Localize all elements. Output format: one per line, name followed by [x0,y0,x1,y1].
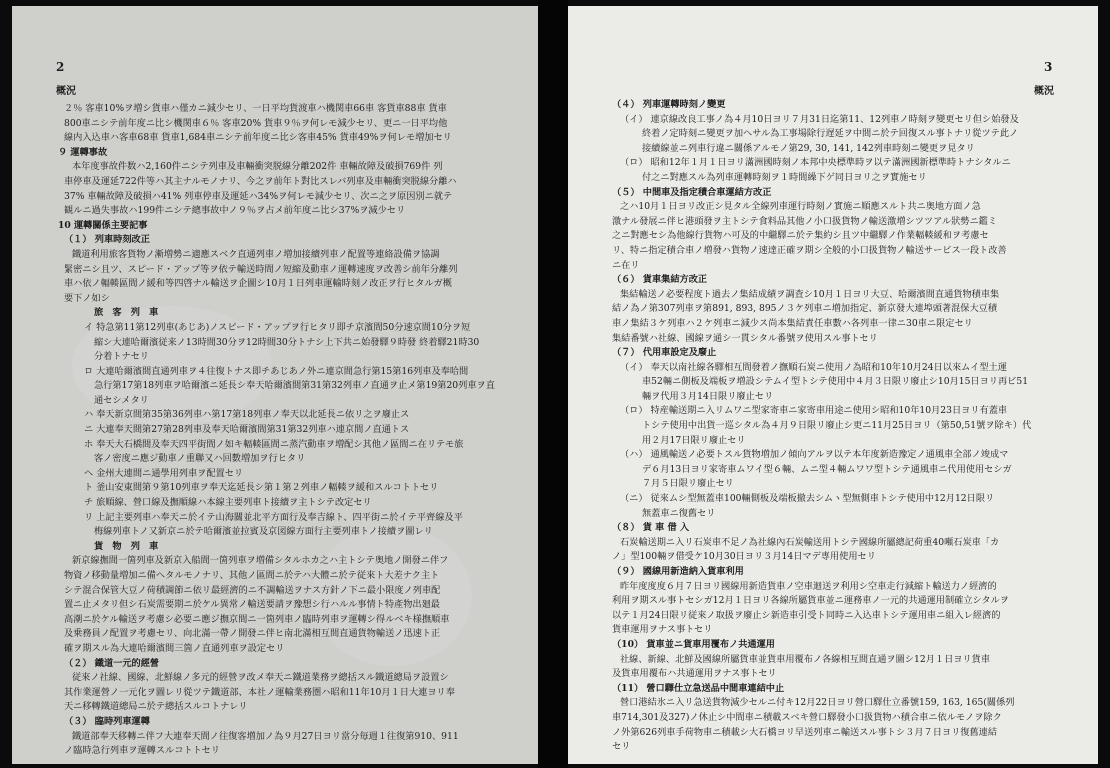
text-line: リ 上記主要列車ハ奉天ニ於イテ山海關並北平方面行及奉吉線ト、四平街ニ於イテ平齊線及平 [84,511,463,523]
text-line: ２％ 客車10%ヲ増シ貨車ハ僅カニ減少セリ、一日平均貨渡車ハ機関車66車 客貨車88車 貨車 [64,103,447,114]
page-number: 3 [1044,60,1053,74]
text-line: 及貨車用覆布ハ共通運用ヲナス事トセリ [612,668,777,680]
text-line: 確ヲ期スル為大連哈爾濱間三箇ノ直通列車ヲ設定セリ [64,642,285,654]
page-number: 2 [56,60,65,74]
text-line: ロ 大連哈爾濱間直通列車ヲ４往復トナス即チあじあノ外ニ連京間急行第15第16列車及奉哈間 [84,365,469,377]
text-line: 車停車及運延722件等ハ其主ナルモノナリ、今之ヲ前年ト對比スレバ列車及車輛衝突脱線分離ハ [64,175,457,187]
text-line: 其作業運營ノ一元化ヲ圖レリ從ツテ鐵道部、本社ノ運輸業務圏ハ昭和11年10月１日大連ヨリ奉 [64,686,455,698]
text-line: （イ） 連京線改良工事ノ為４月10日ヨリ７月31日迄第11、12列車ノ時刻ヲ變更セリ但シ始發及 [620,113,1019,125]
text-line: （６） 貨車集結方改正 [612,274,708,286]
text-line: 之ハ10月１日ヨリ改正シ見タル全線列車運行時刻ノ實施ニ順應スルト共ニ奥地方面ノ急 [620,201,981,213]
text-line: 集結番號ハ社線、國線ヲ通シ一貫シタル番號ヲ使用スル事トセリ [612,332,878,344]
text-line: 要下ノ如シ [64,292,110,304]
text-line: 置ニ止メタリ但シ石炭需要期ニ於ケル異常ノ輸送要請ヲ豫想シ行ハルル事情ト特產物出廻最 [64,599,440,611]
text-line: 貨車運用ヲナス事トセリ [612,624,713,636]
text-line: シテ混合保管大豆ノ荷積調節ニ依リ最經濟的ニ不調輸送ヲナス方針ノ下ニ最小限度ノ列車配 [64,584,441,596]
running-head: 概況 [1034,86,1054,97]
text-line: ヘ 金州大連間ニ通學用列車ヲ配置セリ [84,467,244,479]
text-line: 車ノ集結３ケ列車ハ２ケ列車ニ減少ス尚本集結責任車數ハ各列車一律ニ30車ニ限定セリ [612,317,973,329]
text-column [606,98,1076,755]
text-line: 37% 車輛故障及破損ハ41% 列車停車及運延ハ34%ヲ何レモ減少セリ、次ニ之ヲ原因別ニ就テ [64,190,453,202]
left-page [12,6,538,764]
text-column [58,102,526,759]
text-line: ニ在リ [612,259,640,271]
text-line: 社線、新線、北鮮及國線所屬貨車並貨車用覆布ノ各線相互間直通ヲ圖シ12月１日ヨリ貨車 [620,653,991,665]
text-line: イ 特急第11第12列車(あじあ)ノスピード・アップヲ行ヒタリ即チ京濱間50分速京間10分ヲ短 [84,321,471,333]
text-line: （５） 中間車及指定積合車運結方改正 [612,186,772,198]
text-line: 客ノ密度ニ應ジ動車ノ重聯又ハ回數増加ヲ行ヒタリ [94,453,306,465]
text-line: ホ 奉天大石橋間及奉天四平街間ノ如キ輻輳區間ニ蒸汽動車ヲ増配シ其他ノ區間ニ在リテモ旅 [84,438,464,450]
text-line: （２） 鐵道一元的經營 [64,657,160,669]
text-line: 本年度事故件数ハ2,160件ニシテ列車及車輛衝突脱線分離202件 車輛故障及破損769件 列 [72,161,443,173]
text-line: チ 旅順線、營口線及撫順線ハ本線主要列車ト接續ヲ主トシテ改定セリ [84,497,372,509]
text-line: 縮シ大連哈爾濱従来ノ13時間30分ヲ12時間30分トナシ上下共ニ始發驛９時發 終着驛21時30 [94,336,480,348]
text-line: ノ外第626列車手荷物車ニ積載シ大石橋ヨリ早送列車ニ輸送スル事トシ３月７日ヨリ復舊連結 [612,726,998,738]
text-line: 貨 物 列 車 [94,540,162,552]
text-line: （３） 臨時列車運轉 [64,715,150,727]
text-line: 800車ニシテ前年度ニ比シ機関車６％ 客車20% 貨車９％ヲ何レモ減少セリ、更ニ一日平均他 [64,117,448,129]
text-line: （ハ） 通風輸送ノ必要トスル貨物増加ノ傾向アルヲ以テ本年度新造豫定ノ通風車全部ノ竣成マ [620,449,1009,461]
text-line: ニ 大連奉天間第27第28列車及奉天哈爾濱間第31第32列車ハ連京間ノ直通トス [84,424,410,436]
text-line: 物資ノ移動量増加ニ備ヘタルモノナリ、其他ノ區間ニ於テハ大體ニ於テ従來ト大差ナク主ト [64,570,440,581]
text-line: （７） 代用車設定及廢止 [612,347,717,359]
text-line: ７月５日限リ廢止セリ [642,478,734,490]
text-line: 線内入込車ハ客車68車 貨車1,684車ニシテ前年度ニ比シ客車45% 貨車49%ヲ何レモ増加セリ [64,132,452,144]
text-line: 結ノ為ノ第307列車ヲ第891, 893, 895ノ３ケ列車ニ増加指定、新京發大連埠頭著混保大豆積 [612,303,998,315]
text-line: 無蓋車ニ復舊セリ [642,507,716,519]
text-line: 用２月17日限リ廢止セリ [642,434,746,446]
text-line: （８） 貨 車 借 入 [612,522,690,534]
text-line: ハ 奉天新京間第35第36列車ハ第17第18列車ノ奉天以北延長ニ依リ之ヲ廢止ス [84,409,410,421]
text-line: ９ 運轉事故 [58,146,108,158]
text-line: （ロ） 特産輸送期ニ入リムワニ型家寄車ニ家寄車用途ニ使用シ昭和10年10月23日ヨリ有蓋車 [620,405,1008,417]
text-line: 鐵道利用旅客貨物ノ漸増勢ニ適應スベク直通列車ノ増加接續列車ノ配置等連絡設備ヲ協調 [72,248,440,260]
book-gutter [538,0,568,768]
text-line: 昨年度度度６月７日ヨリ國線用新造貨車ノ空車迴送ヲ利用シ空車走行減縮ト輸送力ノ經濟的 [620,580,997,592]
text-line: 輛ヲ代用３月14日限リ廢止セリ [642,390,774,402]
text-line: ノ」型100輛ヲ借受ケ10月30日ヨリ３月14日マデ専用使用セリ [612,551,876,563]
text-line: 營口港結氷ニ入リ急送貨物減少セルニ付キ12月22日ヨリ營口驛仕立番號159, 163, 165(關係列 [620,697,1015,709]
text-line: 旅 客 列 車 [94,307,162,319]
text-line: 車52輛ニ側板及端板ヲ増設シテムイ型トシテ使用中４月３日限リ廢止シ10月15日ヨリ再ビ51 [642,376,1029,388]
text-line: 通セシメタリ [94,394,149,406]
text-line: 之ニ對應セシ為他線行貨物ハ可及的中繼驛ニ於テ集約シ且ツ中繼驛ノ作業輻輳緩和ヲ考慮セ [612,230,989,242]
text-line: 接續線並ニ列車行違ニ關係アルモノ第29, 30, 141, 142列車時刻ニ變更ヲ見タリ [642,142,975,154]
text-line: （４） 列車運轉時刻ノ變更 [612,99,726,110]
text-line: 集結輸送ノ必要程度ト過去ノ集結成績ヲ調査シ10月１日ヨリ大豆、哈爾濱間直通貨物積車集 [620,288,1000,300]
text-line: （９） 國線用新造納入貨車利用 [612,566,744,577]
text-line: 新京線撫間一箇列車及新京入船間一箇列車ヲ増備シタルホカ之ハ主トシテ奥地ノ開發ニ伴フ [72,555,449,567]
text-line: 及乗務員ノ配置ヲ考慮セリ、向北滿一帶ノ開發ニ伴ヒ南北滿相互間直通貨物輸送ノ迅速ト正 [64,628,441,640]
text-line: デ６月13日ヨリ家寄車ムワイ型６輛、ムニ型４輛ムワワ型トシテ通風車ニ代用使用セシガ [642,463,1012,475]
text-line: 急行第17第18列車ヲ哈爾濱ニ延長シ奉天哈爾濱間第31第32列車ノ直通ヲ止メ第19第20列車ヲ直 [94,380,495,392]
text-line: （１） 列車時刻改正 [64,234,150,246]
right-page [568,6,1098,764]
text-line: ト 釜山安東間第９第10列車ヲ奉天迄延長シ第１第２列車ノ輻輳ヲ緩和スルコトトセリ [84,482,439,494]
text-line: 激ナル發展ニ伴ヒ港頭發ヲ主トシテ食料品其他ノ小口扱貨物ノ輸送激増シツツアル狀勢ニ鑑ミ [612,215,998,227]
text-line: 車714,301及327)ノ休止シ中間車ニ積載スベキ營口驛發小口扱貨物ハ積合車ニ依ルモノヲ除ク [612,711,1002,723]
text-line: （11） 營口驛仕立急送品中間車連結中止 [612,682,785,694]
text-line: 緊密ニシ且ツ、スピード・アップ等ヲ依テ輸送時間ノ短縮及動車ノ運轉速度ヲ改善シ前年分離列 [64,263,458,275]
text-line: （ロ） 昭和12年１月１日ヨリ滿洲國時刻ノ本邦中央標準時ヲ以テ滿洲國新標準時トナシタルニ [620,157,1011,169]
text-line: 鐵道部奉天移轉ニ伴フ大連奉天間ノ往復客増加ノ為９月27日ヨリ當分毎週１往復第910、911 [72,730,459,742]
text-line: 付之ニ對應スル為列車運轉時刻ヲ１時間繰下ゲ同日ヨリ之ヲ實施セリ [642,171,927,183]
text-line: 10 運轉關係主要記事 [58,219,148,231]
text-line: 従來ノ社線、國線、北鮮線ノ多元的經營ヲ改メ奉天ニ鐵道業務ヲ總括スル鐵道總局ヲ設置シ [72,672,449,684]
text-line: 車ハ依ノ輻輳區間ノ緩和等四啓ナル輸送ヲ企圖シ10月１日列車運輸時刻ノ改正ヲ行ヒタルガ概 [64,278,452,290]
text-line: 以テ１月24日限リ従來ノ取扱ヲ廢止シ新造車引受ト同時ニ入込車トシテ運用車ニ組入レ經濟的 [612,609,1001,621]
text-line: 観ルニ過失事故ハ199件ニシテ總事故中ノ９％ヲ占メ前年度ニ比シ37%ヲ減少セリ [64,205,406,217]
text-line: 利用ヲ期スル事トセシガ12月１日ヨリ各線所屬貨車並ニ運務車ノ一元的共通運用制確立シタルヲ [612,595,1009,607]
text-line: トシテ使用中出貨一巡シタル為４月９日限リ廢止シ更ニ11月25日ヨリ（第50,51號ヲ除キ）代 [642,420,1032,432]
text-line: 梅線列車トノ又新京ニ於テ哈爾濱並拉賓及京図線方面行主要列車トノ接續ヲ圖レリ [94,526,433,538]
text-line: 天ニ移轉鐵道總局ニ於テ總括スルコトナレリ [64,701,248,713]
text-line: （10） 貨車並ニ貨車用覆布ノ共通運用 [612,638,775,650]
text-line: 終着ノ定時刻ニ變更ヲ加ヘサル為工事場除行遅延ヲ中間ニ於テ回復スル事トナリ從ツテ此ノ [642,128,1019,140]
text-line: リ、特ニ指定積合車ノ増發ハ貨物ノ速達正確ヲ期シ全般的小口扱貨物ノ輸送サービス一段ト改善 [612,244,1007,256]
text-line: 高潮ニ於ケル輸送ヲ考慮シ必要ニ應ジ撫京間ニ一箇列車ノ臨時列車ヲ運轉シ得ルベキ様撫順車 [64,613,450,625]
text-line: 石炭輸送期ニ入リ石炭車不足ノ為社線內石炭輸送用トシテ國線所屬總記荷重40噸石炭車「カ [620,536,1000,548]
running-head: 概況 [56,86,76,97]
text-line: 分着トナセリ [94,351,149,363]
text-line: （ニ） 従來ムシ型無蓋車100輛側板及端板撤去シムヽ型無側車トシテ使用中12月12日限リ [620,493,995,505]
text-line: セリ [612,741,631,753]
text-line: （イ） 奉天以南社線各驛相互間發着ノ撫順石炭ニ使用ノ為昭和10年10月24日以來ムイ型土運 [620,361,1007,373]
text-line: ノ臨時急行列車ヲ運轉スルコトトセリ [64,745,220,757]
